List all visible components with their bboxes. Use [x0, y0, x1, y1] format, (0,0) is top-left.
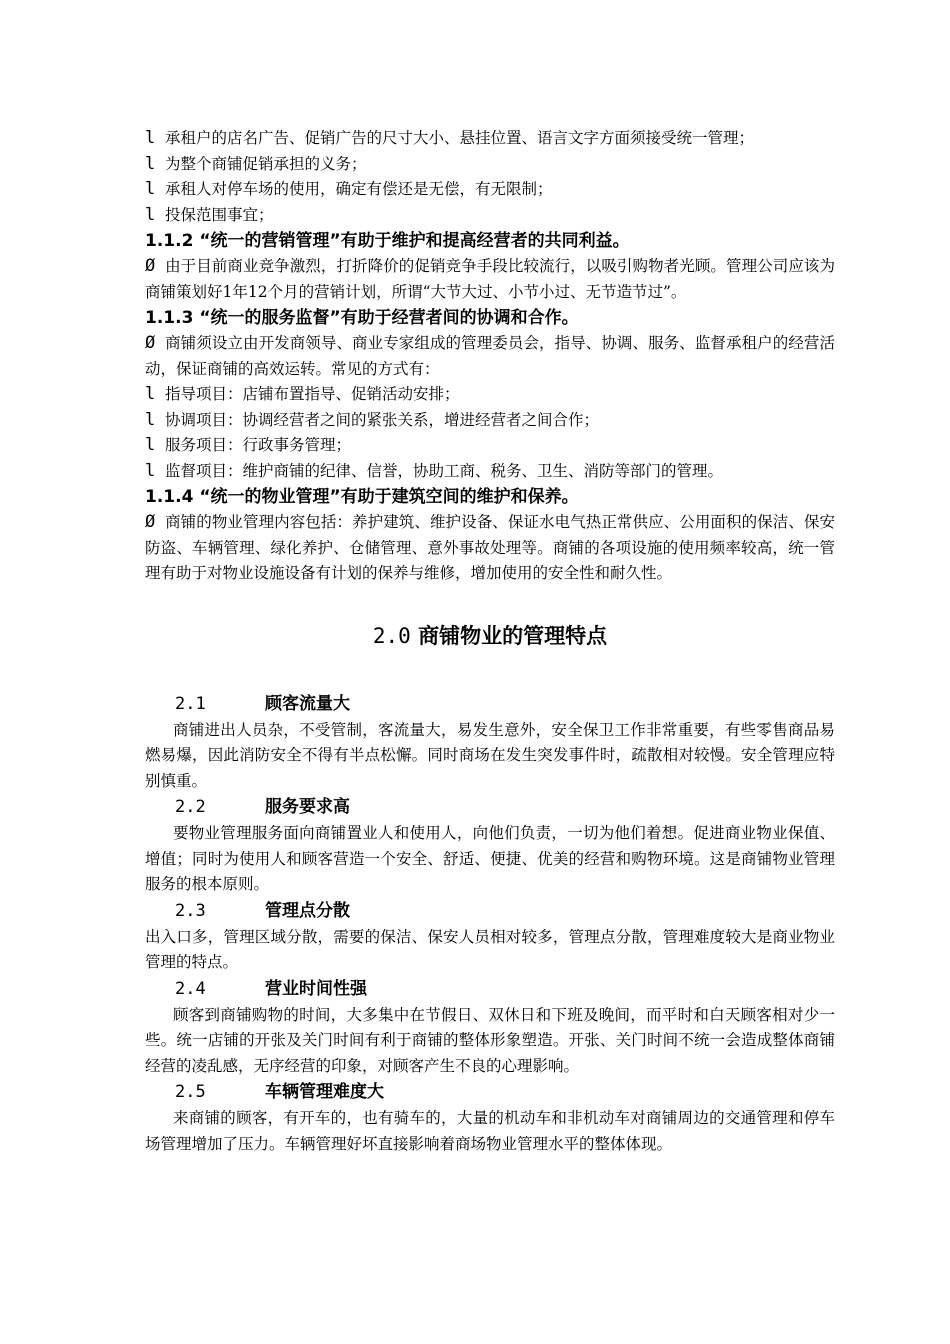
subsection-heading [145, 976, 835, 1003]
subsection-heading [145, 898, 835, 925]
bullet-marker: l [145, 435, 156, 455]
heading-1-1-3: 1.1.3 “统一的服务监督”有助于经营者间的协调和合作。 [145, 308, 579, 328]
subsection-number: 2.5 [175, 1082, 206, 1102]
arrow-bullet-marker: Ø [145, 512, 156, 532]
paragraph-text: 由于目前商业竞争激烈，打折降价的促销竞争手段比较流行，以吸引购物者光顾。管理公司应该为商铺策划好1年12个月的营销计划，所谓“大节大过、小节小过、无节造节过”。 [145, 257, 835, 301]
subsection-title: 服务要求高 [265, 797, 350, 817]
list-item [145, 433, 835, 459]
heading-1-1-2: 1.1.2 “统一的营销管理”有助于维护和提高经营者的共同利益。 [145, 231, 630, 251]
arrow-bullet-marker: Ø [145, 256, 156, 276]
section-title [145, 621, 835, 651]
subsection-title: 顾客流量大 [265, 693, 350, 714]
paragraph: 要物业管理服务面向商铺置业人和使用人，向他们负责，一切为他们着想。促进商业物业保值、增值；同时为使用人和顾客营造一个安全、舒适、便捷、优美的经营和购物环境。这是商铺物业管理服务的根本原则。 [145, 824, 835, 893]
bullet-marker: l [145, 128, 156, 148]
list-item [145, 177, 835, 203]
list-item-text: 监督项目：维护商铺的纪律、信誉，协助工商、税务、卫生、消防等部门的管理。 [165, 461, 724, 480]
paragraph [145, 331, 835, 382]
subsection-heading [145, 691, 835, 718]
list-item [145, 408, 835, 434]
list-item-text: 为整个商铺促销承担的义务； [165, 154, 367, 173]
paragraph [145, 254, 835, 305]
list-item-text: 投保范围事宜； [165, 205, 274, 224]
paragraph: 商铺进出人员杂，不受管制，客流量大，易发生意外，安全保卫工作非常重要，有些零售商品易燃易爆，因此消防安全不得有半点松懈。同时商场在发生突发事件时，疏散相对较慢。安全管理应特别慎重。 [145, 720, 835, 790]
paragraph-text: 商铺的物业管理内容包括：养护建筑、维护设备、保证水电气热正常供应、公用面积的保洁、保安防盗、车辆管理、绿化养护、仓储管理、意外事故处理等。商铺的各项设施的使用频率较高，统一管理有助于对物业设施设备有计划的保养与维修，增加使用的安全性和耐久性。 [145, 513, 835, 582]
paragraph: 出入口多，管理区域分散，需要的保洁、保安人员相对较多，管理点分散，管理难度较大是商业物业管理的特点。 [145, 927, 835, 971]
subsection-number: 2.2 [175, 797, 206, 817]
document-page [145, 126, 835, 1157]
arrow-bullet-marker: Ø [145, 333, 156, 353]
list-item-text: 承租户的店名广告、促销广告的尺寸大小、悬挂位置、语言文字方面须接受统一管理； [165, 129, 755, 147]
subsection-heading [145, 794, 835, 821]
list-item-text: 指导项目：店铺布置指导、促销活动安排； [165, 385, 460, 403]
list-item-text: 承租人对停车场的使用，确定有偿还是无偿，有无限制； [165, 180, 553, 198]
subsection-number: 2.4 [175, 978, 206, 999]
list-item [145, 126, 835, 152]
paragraph: 顾客到商铺购物的时间，大多集中在节假日、双休日和下班及晚间，而平时和白天顾客相对少一些。统一店铺的开张及关门时间有利于商铺的整体形象塑造。开张、关门时间不统一会造成整体商铺经营的凌乱感，无序经营的印象，对顾客产生不良的心理影响。 [145, 1005, 835, 1075]
bullet-marker: l [145, 204, 156, 225]
list-item [145, 203, 835, 229]
paragraph-text: 商铺须设立由开发商领导、商业专家组成的管理委员会，指导、协调、服务、监督承租户的经营活动，保证商铺的高效运转。常见的方式有： [145, 334, 835, 378]
subsection-title: 车辆管理难度大 [265, 1082, 384, 1102]
paragraph [145, 510, 835, 587]
list-item [145, 382, 835, 408]
subsection-number: 2.1 [175, 693, 206, 714]
subsection-heading [145, 1079, 835, 1106]
section-number: 2.0 [372, 623, 411, 648]
bullet-marker: l [145, 153, 156, 174]
heading-1-1-4: 1.1.4 “统一的物业管理”有助于建筑空间的维护和保养。 [145, 487, 579, 507]
bullet-marker: l [145, 460, 156, 481]
list-item [145, 152, 835, 178]
subsection-title: 管理点分散 [265, 900, 350, 921]
bullet-marker: l [145, 384, 156, 404]
subsection-title: 营业时间性强 [265, 978, 367, 999]
list-item [145, 459, 835, 485]
subsection-number: 2.3 [175, 900, 206, 921]
bullet-marker: l [145, 179, 156, 199]
list-item-text: 服务项目：行政事务管理； [165, 436, 352, 454]
list-item-text: 协调项目：协调经营者之间的紧张关系，增进经营者之间合作； [165, 410, 600, 429]
bullet-marker: l [145, 409, 156, 430]
section-title-text: 商铺物业的管理特点 [418, 622, 608, 648]
paragraph: 来商铺的顾客，有开车的，也有骑车的，大量的机动车和非机动车对商铺周边的交通管理和停车场管理增加了压力。车辆管理好坏直接影响着商场物业管理水平的整体体现。 [145, 1109, 835, 1153]
